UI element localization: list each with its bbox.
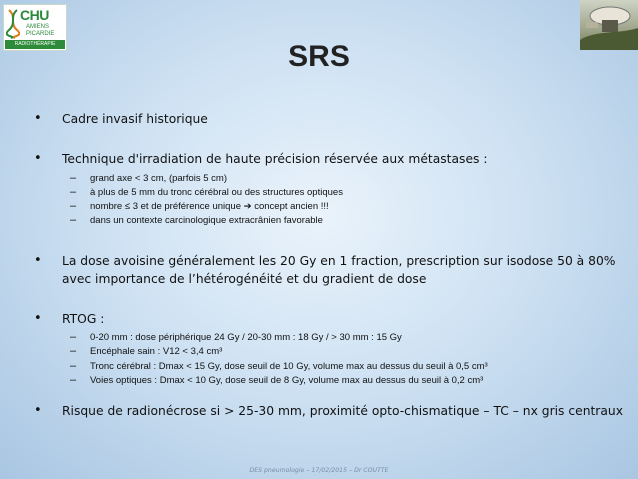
sub-dash: – (70, 331, 77, 343)
slide-title: SRS (288, 40, 350, 73)
sub-dash: – (70, 172, 77, 184)
bullet-marker: • (34, 403, 42, 418)
slide-footer: DES pneumologie – 17/02/2015 – Dr COUTTE (249, 467, 389, 474)
sub-dash: – (70, 374, 77, 386)
logo-chu: CHU (20, 7, 49, 23)
sub-dash: – (70, 214, 77, 226)
sub-dash: – (70, 200, 77, 212)
sub-item: Voies optiques : Dmax < 10 Gy, dose seuil de 8 Gy, volume max au dessus du seuil à 0,2 cm³ (90, 375, 484, 386)
dna-icon (6, 9, 20, 39)
sub-item: à plus de 5 mm du tronc cérébral ou des structures optiques (90, 187, 343, 198)
sub-dash: – (70, 186, 77, 198)
bullet-marker: • (34, 311, 42, 326)
sub-item: 0-20 mm : dose périphérique 24 Gy / 20-30 mm : 18 Gy / > 30 mm : 15 Gy (90, 332, 402, 343)
sub-item: Tronc cérébral : Dmax < 15 Gy, dose seuil de 10 Gy, volume max au dessus du seuil à 0,5 cm³ (90, 361, 488, 372)
logo-band: RADIOTHÉRAPIE (5, 40, 65, 49)
sub-dash: – (70, 345, 77, 357)
bullet-marker: • (34, 253, 42, 268)
sub-item: Encéphale sain : V12 < 3,4 cm³ (90, 346, 223, 357)
logo-amiens: AMIENS (26, 24, 50, 30)
bullet-text: Risque de radionécrose si > 25-30 mm, proximité opto-chismatique – TC – nx gris centraux (62, 404, 623, 418)
bullet-text: Cadre invasif historique (62, 112, 208, 126)
sub-item: nombre ≤ 3 et de préférence unique ➔ concept ancien !!! (90, 201, 329, 212)
bullet-text: La dose avoisine généralement les 20 Gy en 1 fraction, prescription sur isodose 50 à 80% avec importance de l’hétérogénéité et du gradient de dose (62, 254, 616, 286)
sub-item: dans un contexte carcinologique extracrânien favorable (90, 215, 323, 226)
sub-item: grand axe < 3 cm, (parfois 5 cm) (90, 173, 228, 184)
bullet-text: RTOG : (62, 312, 105, 326)
logo-picardie: PICARDIE (26, 31, 55, 37)
bullet-marker: • (34, 151, 42, 166)
sub-dash: – (70, 360, 77, 372)
bullet-text: Technique d'irradiation de haute précision réservée aux métastases : (62, 152, 488, 166)
bullet-marker: • (34, 111, 42, 126)
